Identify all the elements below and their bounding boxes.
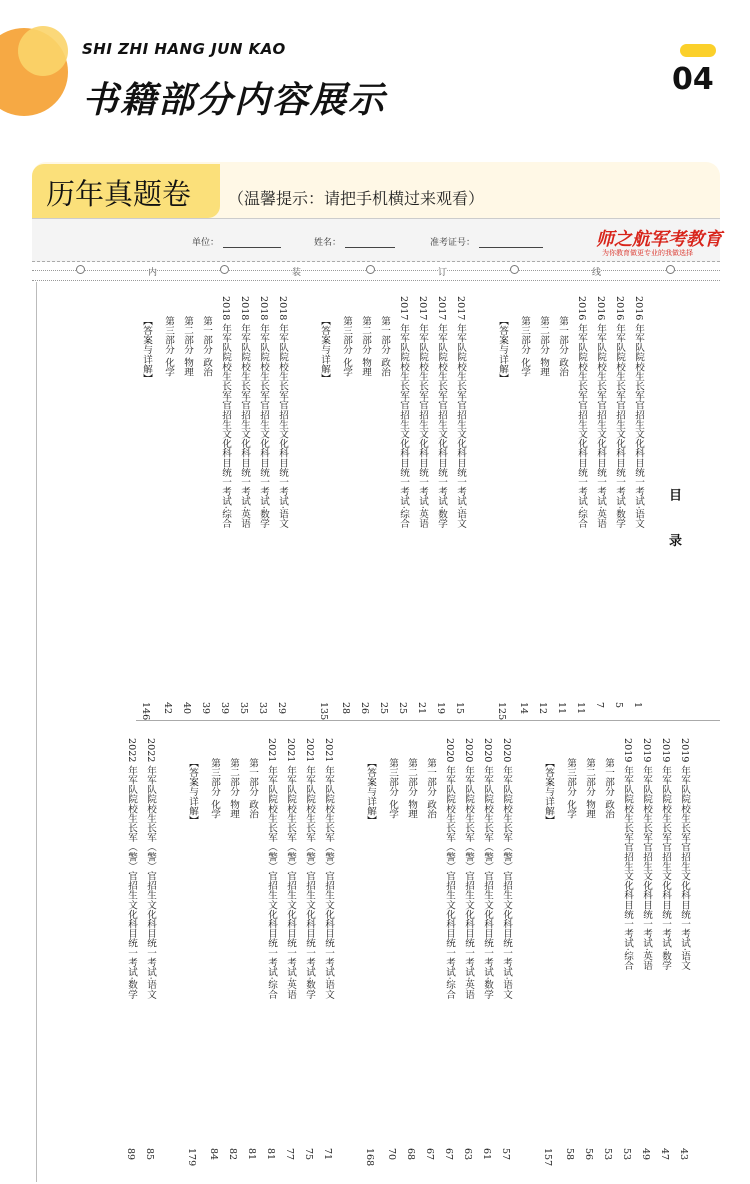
- page-divider: [136, 720, 720, 721]
- toc-page-number: 68: [405, 1148, 416, 1161]
- toc-entry-text: 【答案与详解】: [497, 316, 508, 384]
- toc-entry: [443, 738, 455, 999]
- toc-page-number: 11: [556, 702, 567, 715]
- toc-page-number: 7: [594, 702, 605, 709]
- section-title-bar: [32, 164, 220, 218]
- toc-page-number: 146: [140, 702, 151, 721]
- toc-page-number: 67: [443, 1148, 454, 1161]
- toc-page-number: 81: [265, 1148, 276, 1161]
- toc-entry: [462, 738, 474, 999]
- toc-page-number: 89: [125, 1148, 136, 1161]
- toc-entry-text: 第二部分 物理: [538, 316, 549, 377]
- toc-entry: [564, 758, 576, 819]
- toc-entry-text: 第三部分 化学: [209, 758, 220, 819]
- toc-entry-text: 【答案与详解】: [543, 758, 554, 826]
- toc-entry: [186, 758, 198, 825]
- toc-page-number: 14: [518, 702, 529, 715]
- toc-entry-text: 【答案与详解】: [187, 758, 198, 826]
- header-subtitle: SHI ZHI HANG JUN KAO: [82, 40, 286, 58]
- toc-page-number: 75: [303, 1148, 314, 1161]
- toc-entry: [621, 738, 633, 970]
- toc-entry: [500, 738, 512, 999]
- toc-entry: [276, 296, 288, 528]
- toc-page-number: 81: [246, 1148, 257, 1161]
- toc-entry: [416, 296, 428, 528]
- binding-circle: [76, 265, 85, 274]
- toc-page-number: 39: [219, 702, 230, 715]
- toc-entry: [537, 316, 549, 377]
- toc-entry: [613, 296, 625, 528]
- toc-page-number: 125: [496, 702, 507, 721]
- toc-page-number: 49: [640, 1148, 651, 1161]
- toc-entry-text: 2018 年军队院校生长军官招生文化科目统一考试·英语: [239, 296, 250, 529]
- toc-entry: [246, 758, 258, 819]
- toc-page-number: 56: [583, 1148, 594, 1161]
- toc-entry: [454, 296, 466, 528]
- toc-page-number: 39: [200, 702, 211, 715]
- toc-page-number: 53: [621, 1148, 632, 1161]
- toc-page-number: 11: [575, 702, 586, 715]
- toc-entry-text: 2016 年军队院校生长军官招生文化科目统一考试·英语: [595, 296, 606, 529]
- toc-page-number: 21: [416, 702, 427, 715]
- toc-entry-text: 2016 年军队院校生长军官招生文化科目统一考试·语文: [633, 296, 644, 529]
- toc-page-number: 67: [424, 1148, 435, 1161]
- toc-entry: [318, 316, 330, 383]
- toc-entry: [575, 296, 587, 528]
- toc-page-number: 70: [386, 1148, 397, 1161]
- toc-entry-text: 第三部分 化学: [341, 316, 352, 377]
- toc-page-number: 58: [564, 1148, 575, 1161]
- scanned-document: [32, 218, 720, 1184]
- toc-entry: [386, 758, 398, 819]
- toc-entry: [227, 758, 239, 819]
- logo-slogan: 为你教育做更专业的我做选择: [602, 249, 693, 257]
- toc-entry-text: 2021 年军队院校生长军（警）官招生文化科目统一考试·数学: [304, 738, 315, 999]
- toc-entry: [340, 316, 352, 377]
- unit-label: 单位：: [192, 238, 220, 248]
- toc-entry: [556, 316, 568, 377]
- toc-entry: [397, 296, 409, 528]
- toc-entry-text: 第三部分 化学: [565, 758, 576, 819]
- toc-page-number: 35: [238, 702, 249, 715]
- toc-entry: [364, 758, 376, 825]
- toc-entry: [435, 296, 447, 528]
- toc-entry: [200, 316, 212, 377]
- unit-field: [192, 235, 281, 248]
- toc-page-number: 5: [613, 702, 624, 709]
- toc-page-number: 25: [397, 702, 408, 715]
- section-hint: （温馨提示：请把手机横过来观看）: [228, 189, 485, 208]
- toc-page-number: 43: [678, 1148, 689, 1161]
- toc-entry-text: 第二部分 物理: [360, 316, 371, 377]
- toc-page-number: 19: [435, 702, 446, 715]
- toc-page-number: 135: [318, 702, 329, 721]
- toc-entry: [208, 758, 220, 819]
- toc-entry: [144, 738, 156, 999]
- toc-title: 目 录: [666, 488, 681, 561]
- section-title: 历年真题卷: [46, 177, 192, 211]
- toc-entry-text: 第三部分 化学: [163, 316, 174, 377]
- toc-entry: [284, 738, 296, 999]
- toc-entry-text: 第三部分 化学: [519, 316, 530, 377]
- toc-entry-text: 2020 年军队院校生长军（警）官招生文化科目统一考试·英语: [463, 738, 474, 999]
- toc-page-number: 47: [659, 1148, 670, 1161]
- toc-entry-text: 第三部分 化学: [387, 758, 398, 819]
- toc-entry-text: 2018 年军队院校生长军官招生文化科目统一考试·数学: [258, 296, 269, 529]
- toc-entry: [238, 296, 250, 528]
- toc-entry: [424, 758, 436, 819]
- binding-mark-ding: 订: [438, 265, 447, 278]
- toc-page-number: 26: [359, 702, 370, 715]
- toc-entry: [219, 296, 231, 528]
- toc-entry-text: 2017 年军队院校生长军官招生文化科目统一考试·英语: [417, 296, 428, 529]
- toc-entry-text: 第一部分 政治: [603, 758, 614, 819]
- binding-circle: [366, 265, 375, 274]
- toc-entry-text: 2018 年军队院校生长军官招生文化科目统一考试·综合: [220, 296, 231, 529]
- toc-page-number: 82: [227, 1148, 238, 1161]
- toc-entry-text: 2021 年军队院校生长军（警）官招生文化科目统一考试·综合: [266, 738, 277, 999]
- toc-page-number: 1: [632, 702, 643, 709]
- toc-entry: [257, 296, 269, 528]
- toc-entry-text: 第二部分 物理: [182, 316, 193, 377]
- toc-page-number: 71: [322, 1148, 333, 1161]
- toc-entry-text: 2022 年军队院校生长军（警）官招生文化科目统一考试·数学: [126, 738, 137, 999]
- brand-logo: [594, 225, 722, 259]
- toc-page-number: 42: [162, 702, 173, 715]
- toc-entry: [359, 316, 371, 377]
- toc-page-number: 157: [542, 1148, 553, 1167]
- exam-id-field: [430, 235, 543, 248]
- toc-entry: [125, 738, 137, 999]
- toc-entry: [640, 738, 652, 970]
- toc-page-number: 28: [340, 702, 351, 715]
- toc-entry-text: 第二部分 物理: [584, 758, 595, 819]
- toc-entry-text: 2019 年军队院校生长军官招生文化科目统一考试·英语: [641, 738, 652, 971]
- toc-page-number: 12: [537, 702, 548, 715]
- toc-entry: [405, 758, 417, 819]
- toc-entry: [602, 758, 614, 819]
- toc-page-number: 77: [284, 1148, 295, 1161]
- toc-entry-text: 2022 年军队院校生长军（警）官招生文化科目统一考试·语文: [145, 738, 156, 999]
- toc-page-number: 57: [500, 1148, 511, 1161]
- toc-entry: [162, 316, 174, 377]
- binding-circle: [510, 265, 519, 274]
- toc-entry-text: 第一部分 政治: [425, 758, 436, 819]
- toc-page-number: 33: [257, 702, 268, 715]
- toc-entry-text: 【答案与详解】: [141, 316, 152, 384]
- toc-entry-text: 第二部分 物理: [406, 758, 417, 819]
- toc-page-number: 84: [208, 1148, 219, 1161]
- toc-entry-text: 2021 年军队院校生长军（警）官招生文化科目统一考试·英语: [285, 738, 296, 999]
- toc-entry: [322, 738, 334, 999]
- toc-entry-text: 2019 年军队院校生长军官招生文化科目统一考试·语文: [679, 738, 690, 971]
- toc-entry-text: 2020 年军队院校生长军（警）官招生文化科目统一考试·数学: [482, 738, 493, 999]
- toc-entry: [594, 296, 606, 528]
- name-field: [314, 235, 395, 248]
- decorative-circle-yellow: [18, 26, 68, 76]
- toc-entry-text: 第一部分 政治: [247, 758, 258, 819]
- toc-page-number: 63: [462, 1148, 473, 1161]
- toc-entry: [140, 316, 152, 383]
- toc-page-number: 40: [181, 702, 192, 715]
- margin-rule: [36, 282, 37, 1182]
- toc-entry: [265, 738, 277, 999]
- binding-line: [32, 262, 720, 281]
- toc-entry: [678, 738, 690, 970]
- toc-entry: [518, 316, 530, 377]
- binding-mark-nei: 内: [148, 265, 157, 278]
- toc-page-number: 168: [364, 1148, 375, 1167]
- binding-circle: [220, 265, 229, 274]
- page-number-pill: [680, 44, 716, 57]
- toc-entry-text: 2019 年军队院校生长军官招生文化科目统一考试·数学: [660, 738, 671, 971]
- toc-entry-text: 2017 年军队院校生长军官招生文化科目统一考试·语文: [455, 296, 466, 529]
- toc-entry: [303, 738, 315, 999]
- toc-entry: [632, 296, 644, 528]
- name-label: 姓名：: [314, 238, 342, 248]
- binding-mark-zhuang: 装: [292, 265, 301, 278]
- toc-page-number: 29: [276, 702, 287, 715]
- toc-page-number: 15: [454, 702, 465, 715]
- page-title: 书籍部分内容展示: [82, 80, 387, 121]
- toc-entry: [659, 738, 671, 970]
- toc-page-number: 85: [144, 1148, 155, 1161]
- exam-id-label: 准考证号：: [430, 238, 476, 248]
- toc-entry-text: 2017 年军队院校生长军官招生文化科目统一考试·综合: [398, 296, 409, 529]
- toc-entry-text: 2016 年军队院校生长军官招生文化科目统一考试·数学: [614, 296, 625, 529]
- toc-entry-text: 【答案与详解】: [319, 316, 330, 384]
- toc-entry-text: 第二部分 物理: [228, 758, 239, 819]
- logo-text: 师之航军考教育: [596, 229, 722, 250]
- toc-page-number: 61: [481, 1148, 492, 1161]
- section-header: [32, 164, 720, 220]
- toc-page-number: 25: [378, 702, 389, 715]
- toc-entry-text: 2019 年军队院校生长军官招生文化科目统一考试·综合: [622, 738, 633, 971]
- toc-entry-text: 2021 年军队院校生长军（警）官招生文化科目统一考试·语文: [323, 738, 334, 999]
- toc-entry: [496, 316, 508, 383]
- toc-entry-text: 2016 年军队院校生长军官招生文化科目统一考试·综合: [576, 296, 587, 529]
- toc-entry-text: 【答案与详解】: [365, 758, 376, 826]
- binding-circle: [666, 265, 675, 274]
- toc-page-number: 179: [186, 1148, 197, 1167]
- toc-page-number: 53: [602, 1148, 613, 1161]
- toc-entry: [542, 758, 554, 825]
- toc-entry: [181, 316, 193, 377]
- toc-entry-text: 2020 年军队院校生长军（警）官招生文化科目统一考试·综合: [444, 738, 455, 999]
- toc-entry-text: 2017 年军队院校生长军官招生文化科目统一考试·数学: [436, 296, 447, 529]
- binding-mark-xian: 线: [592, 265, 601, 278]
- page-number: 04: [672, 62, 714, 97]
- toc-entry: [481, 738, 493, 999]
- toc-entry: [378, 316, 390, 377]
- toc-entry: [583, 758, 595, 819]
- toc-entry-text: 第一部分 政治: [379, 316, 390, 377]
- binding-dotted-rule: [32, 270, 720, 271]
- toc-entry-text: 2020 年军队院校生长军（警）官招生文化科目统一考试·语文: [501, 738, 512, 999]
- toc-entry-text: 2018 年军队院校生长军官招生文化科目统一考试·语文: [277, 296, 288, 529]
- toc-entry-text: 第一部分 政治: [557, 316, 568, 377]
- document-header-strip: [32, 218, 720, 262]
- toc-entry-text: 第一部分 政治: [201, 316, 212, 377]
